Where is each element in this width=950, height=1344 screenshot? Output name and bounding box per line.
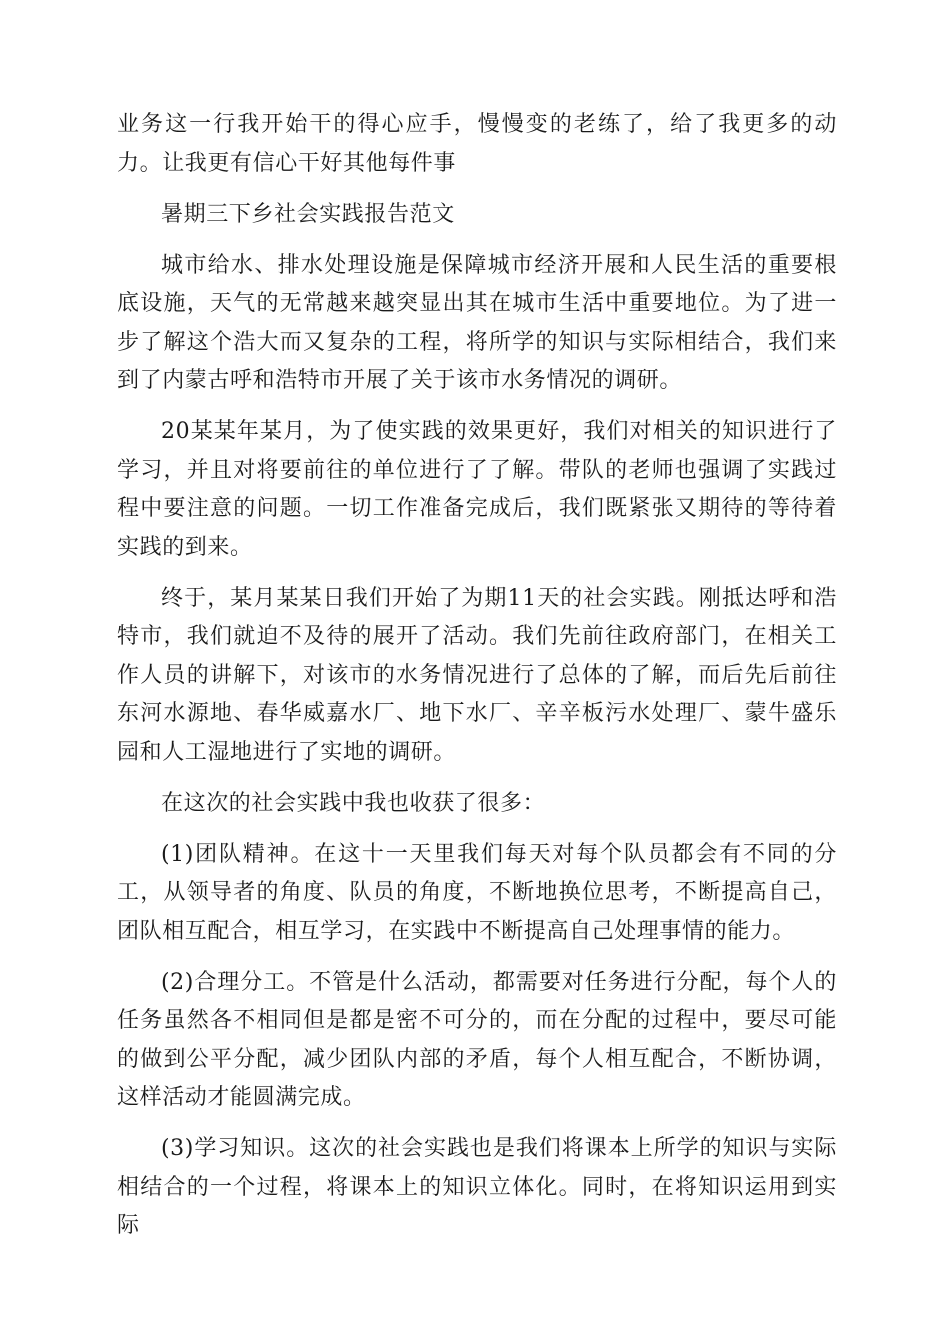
document-title: 暑期三下乡社会实践报告范文 [161,201,455,227]
paragraph-intro: 城市给水、排水处理设施是保障城市经济开展和人民生活的重要根底设施，天气的无常越来越突显出其在城市生活中重要地位。为了进一步了解这个浩大而又复杂的工程，将所学的知识与实际相结合，我们来到了内蒙古呼和浩特市开展了关于该市水务情况的调研。 [117,252,837,393]
paragraph-teamwork: (1)团队精神。在这十一天里我们每天对每个队员都会有不同的分工，从领导者的角度、队员的角度，不断地换位思考，不断提高自己，团队相互配合，相互学习，在实践中不断提高自己处理事情的能力。 [117,841,837,944]
paragraph-learning: (3)学习知识。这次的社会实践也是我们将课本上所学的知识与实际相结合的一个过程，将课本上的知识立体化。同时，在将知识运用到实际 [117,1136,837,1238]
document-body [117,106,837,1258]
continuation-paragraph: 业务这一行我开始干的得心应手，慢慢变的老练了，给了我更多的动力。让我更有信心干好其他每件事 [117,112,837,176]
paragraph-preparation: 20某某年某月，为了使实践的效果更好，我们对相关的知识进行了学习，并且对将要前往的单位进行了了解。带队的老师也强调了实践过程中要注意的问题。一切工作准备完成后，我们既紧张又期待的等待着实践的到来。 [117,419,837,560]
paragraph-activities: 终于，某月某某日我们开始了为期11天的社会实践。刚抵达呼和浩特市，我们就迫不及待的展开了活动。我们先前往政府部门，在相关工作人员的讲解下，对该市的水务情况进行了总体的了解，而后先后前往东河水源地、春华威嘉水厂、地下水厂、辛辛板污水处理厂、蒙牛盛乐园和人工湿地进行了实地的调研。 [117,585,837,765]
paragraph-division-of-labor: (2)合理分工。不管是什么活动，都需要对任务进行分配，每个人的任务虽然各不相同但是都是密不可分的，而在分配的过程中，要尽可能的做到公平分配，减少团队内部的矛盾，每个人相互配合，不断协调，这样活动才能圆满完成。 [117,969,837,1110]
paragraph-gains-intro: 在这次的社会实践中我也收获了很多： [161,790,546,816]
